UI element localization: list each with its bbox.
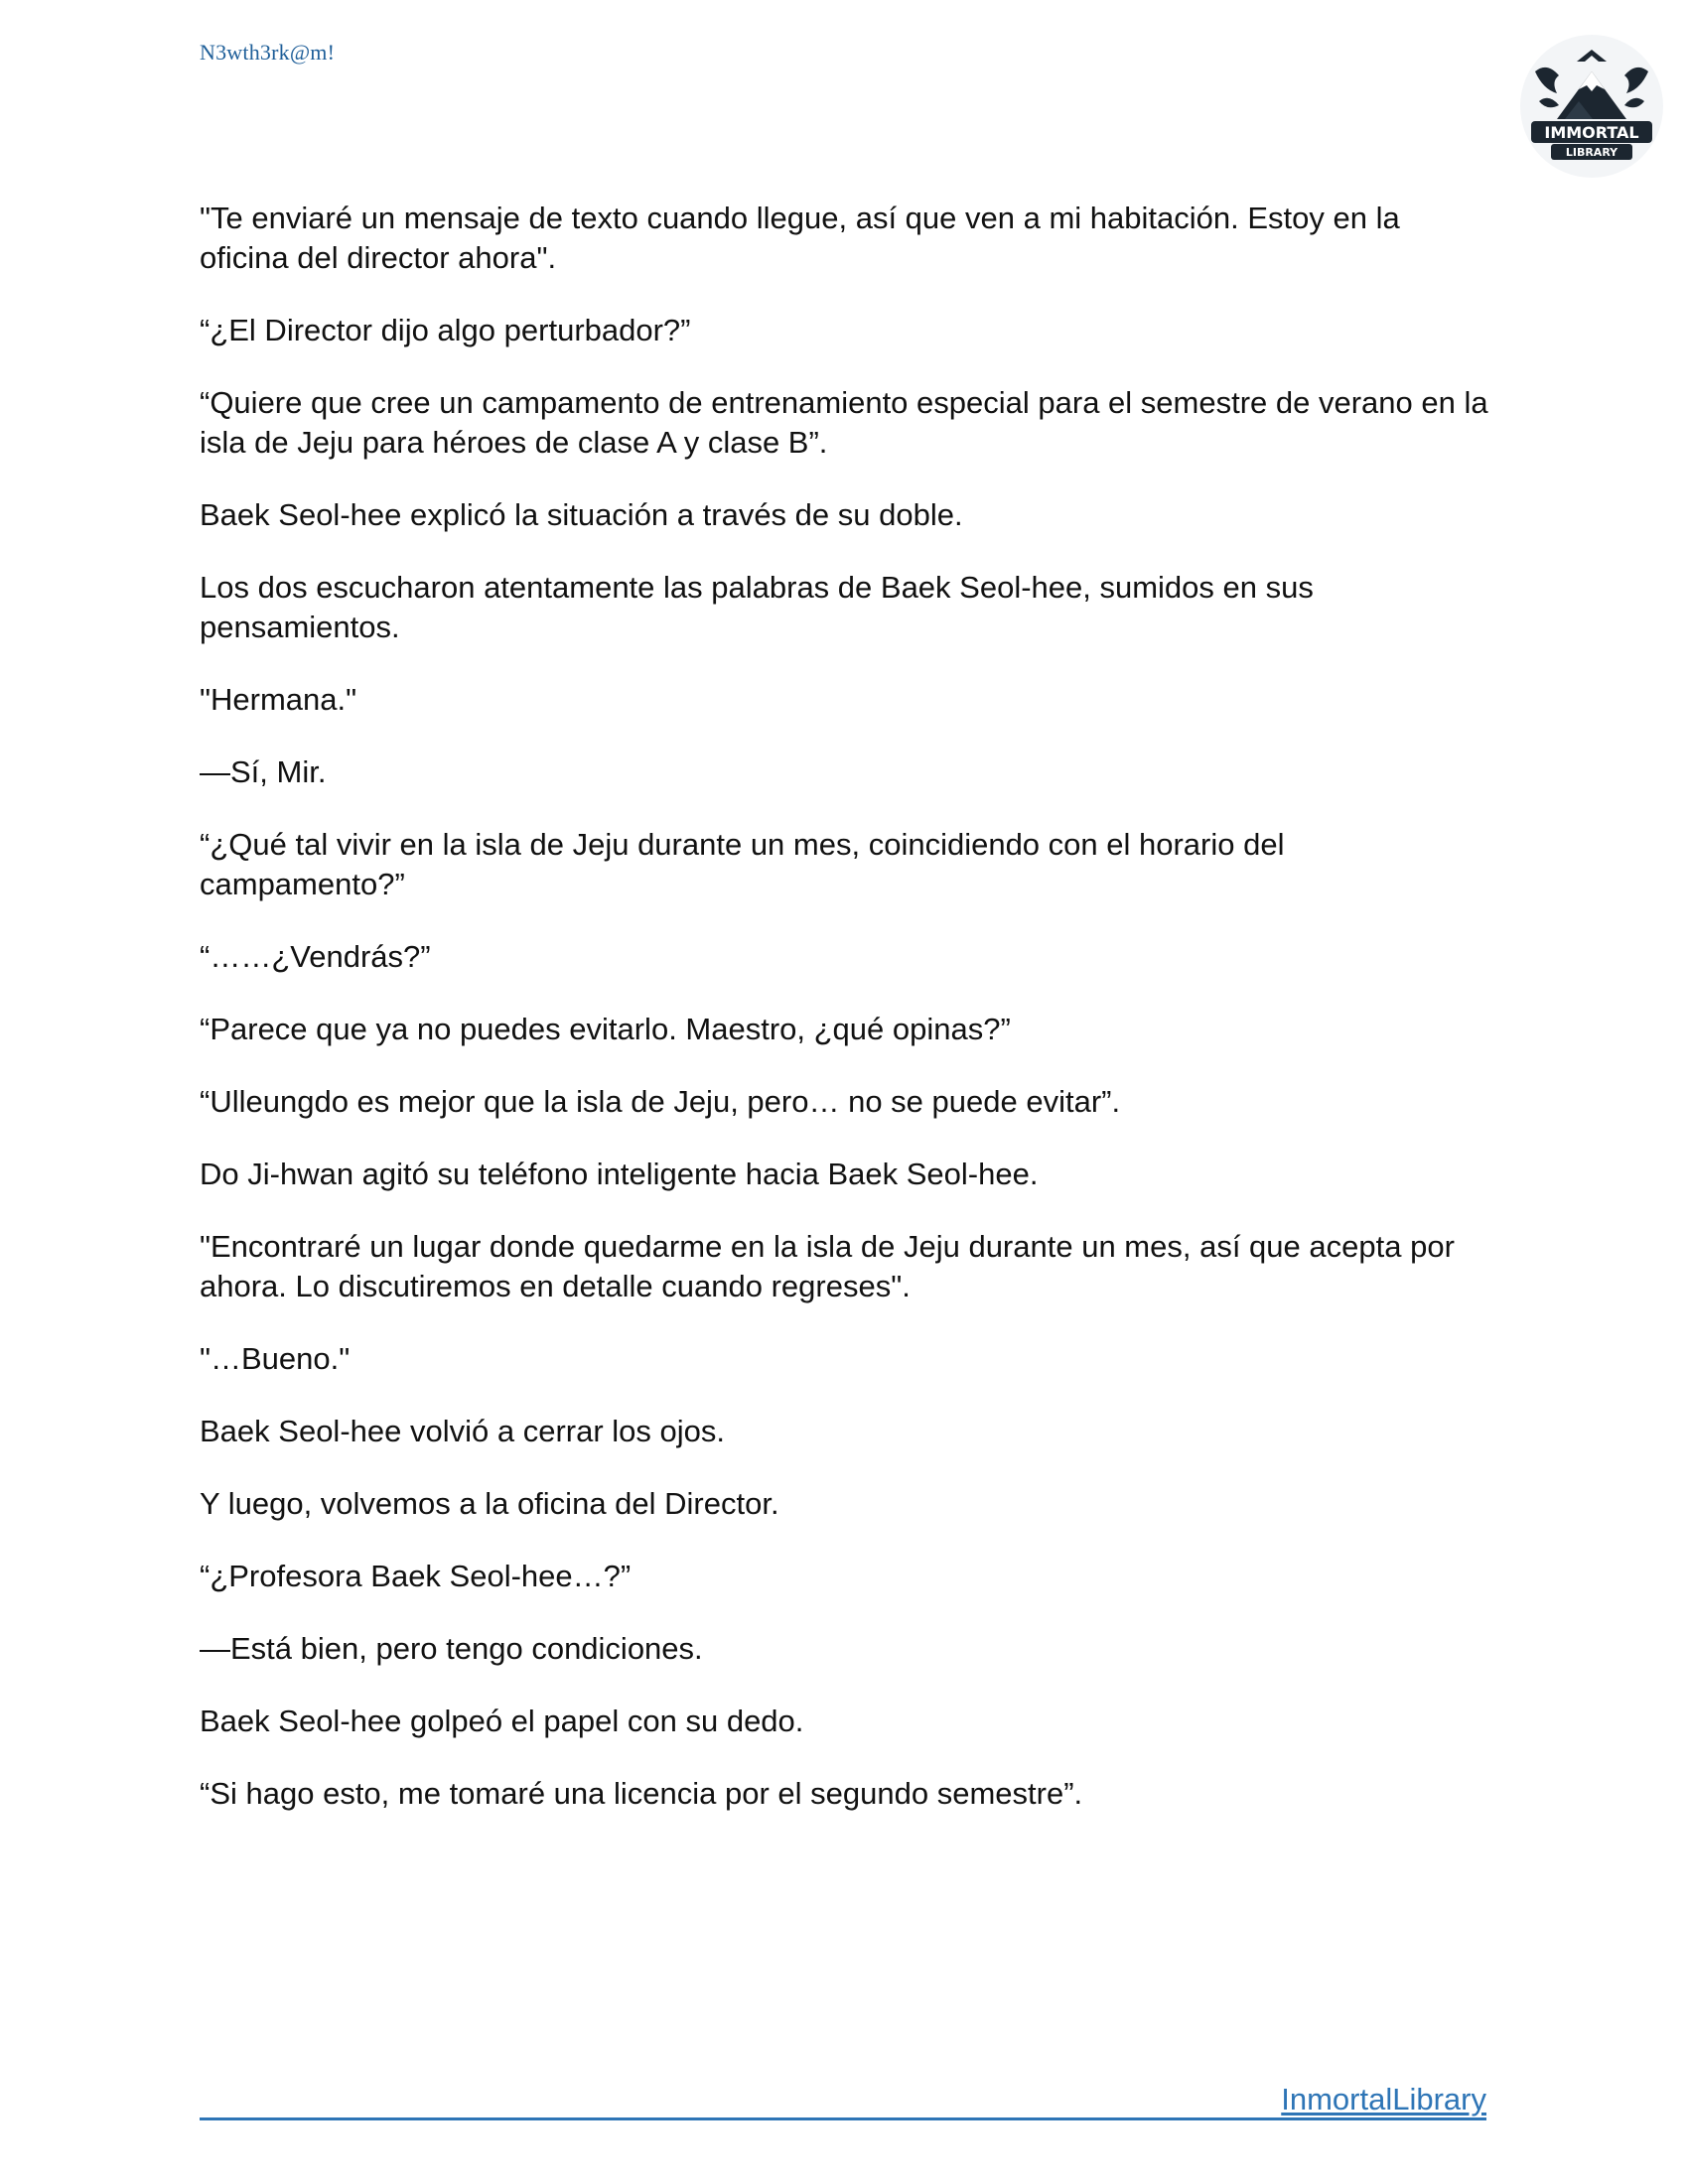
header-tag: N3wth3rk@m! <box>200 40 336 65</box>
paragraph: "Hermana." <box>200 682 357 717</box>
logo-text-bottom: LIBRARY <box>1565 146 1618 159</box>
footer-rule <box>200 2117 1486 2120</box>
logo-text-top: IMMORTAL <box>1544 123 1639 142</box>
paragraph: "Te enviaré un mensaje de texto cuando llegue, así que ven a mi habitación. Estoy en la oficina del director ahora". <box>200 201 1400 275</box>
document-body <box>200 199 1490 1846</box>
paragraph: “¿Profesora Baek Seol-hee…?” <box>200 1559 632 1593</box>
paragraph: —Está bien, pero tengo condiciones. <box>200 1631 703 1666</box>
immortal-library-logo <box>1517 32 1666 181</box>
paragraph: Los dos escucharon atentamente las palabras de Baek Seol-hee, sumidos en sus pensamientos. <box>200 570 1314 644</box>
paragraph: “Quiere que cree un campamento de entrenamiento especial para el semestre de verano en la isla de Jeju para héroes de clase A y clase B”. <box>200 385 1488 460</box>
paragraph: “……¿Vendrás?” <box>200 939 431 974</box>
paragraph: Do Ji-hwan agitó su teléfono inteligente hacia Baek Seol-hee. <box>200 1157 1039 1191</box>
paragraph: —Sí, Mir. <box>200 754 327 789</box>
paragraph: "…Bueno." <box>200 1341 351 1376</box>
paragraph: Baek Seol-hee explicó la situación a través de su doble. <box>200 497 963 532</box>
paragraph: Baek Seol-hee golpeó el papel con su dedo. <box>200 1704 804 1738</box>
paragraph: “Parece que ya no puedes evitarlo. Maestro, ¿qué opinas?” <box>200 1012 1011 1046</box>
paragraph: “¿Qué tal vivir en la isla de Jeju durante un mes, coincidiendo con el horario del campamento?” <box>200 827 1285 901</box>
footer-link[interactable]: InmortalLibrary <box>1281 2082 1486 2116</box>
paragraph: “¿El Director dijo algo perturbador?” <box>200 313 691 347</box>
paragraph: “Si hago esto, me tomaré una licencia por el segundo semestre”. <box>200 1776 1083 1811</box>
paragraph: “Ulleungdo es mejor que la isla de Jeju, pero… no se puede evitar”. <box>200 1084 1121 1119</box>
paragraph: "Encontraré un lugar donde quedarme en la isla de Jeju durante un mes, así que acepta por ahora. Lo discutiremos en detalle cuando regreses". <box>200 1229 1455 1303</box>
paragraph: Y luego, volvemos a la oficina del Director. <box>200 1486 779 1521</box>
paragraph: Baek Seol-hee volvió a cerrar los ojos. <box>200 1414 725 1448</box>
